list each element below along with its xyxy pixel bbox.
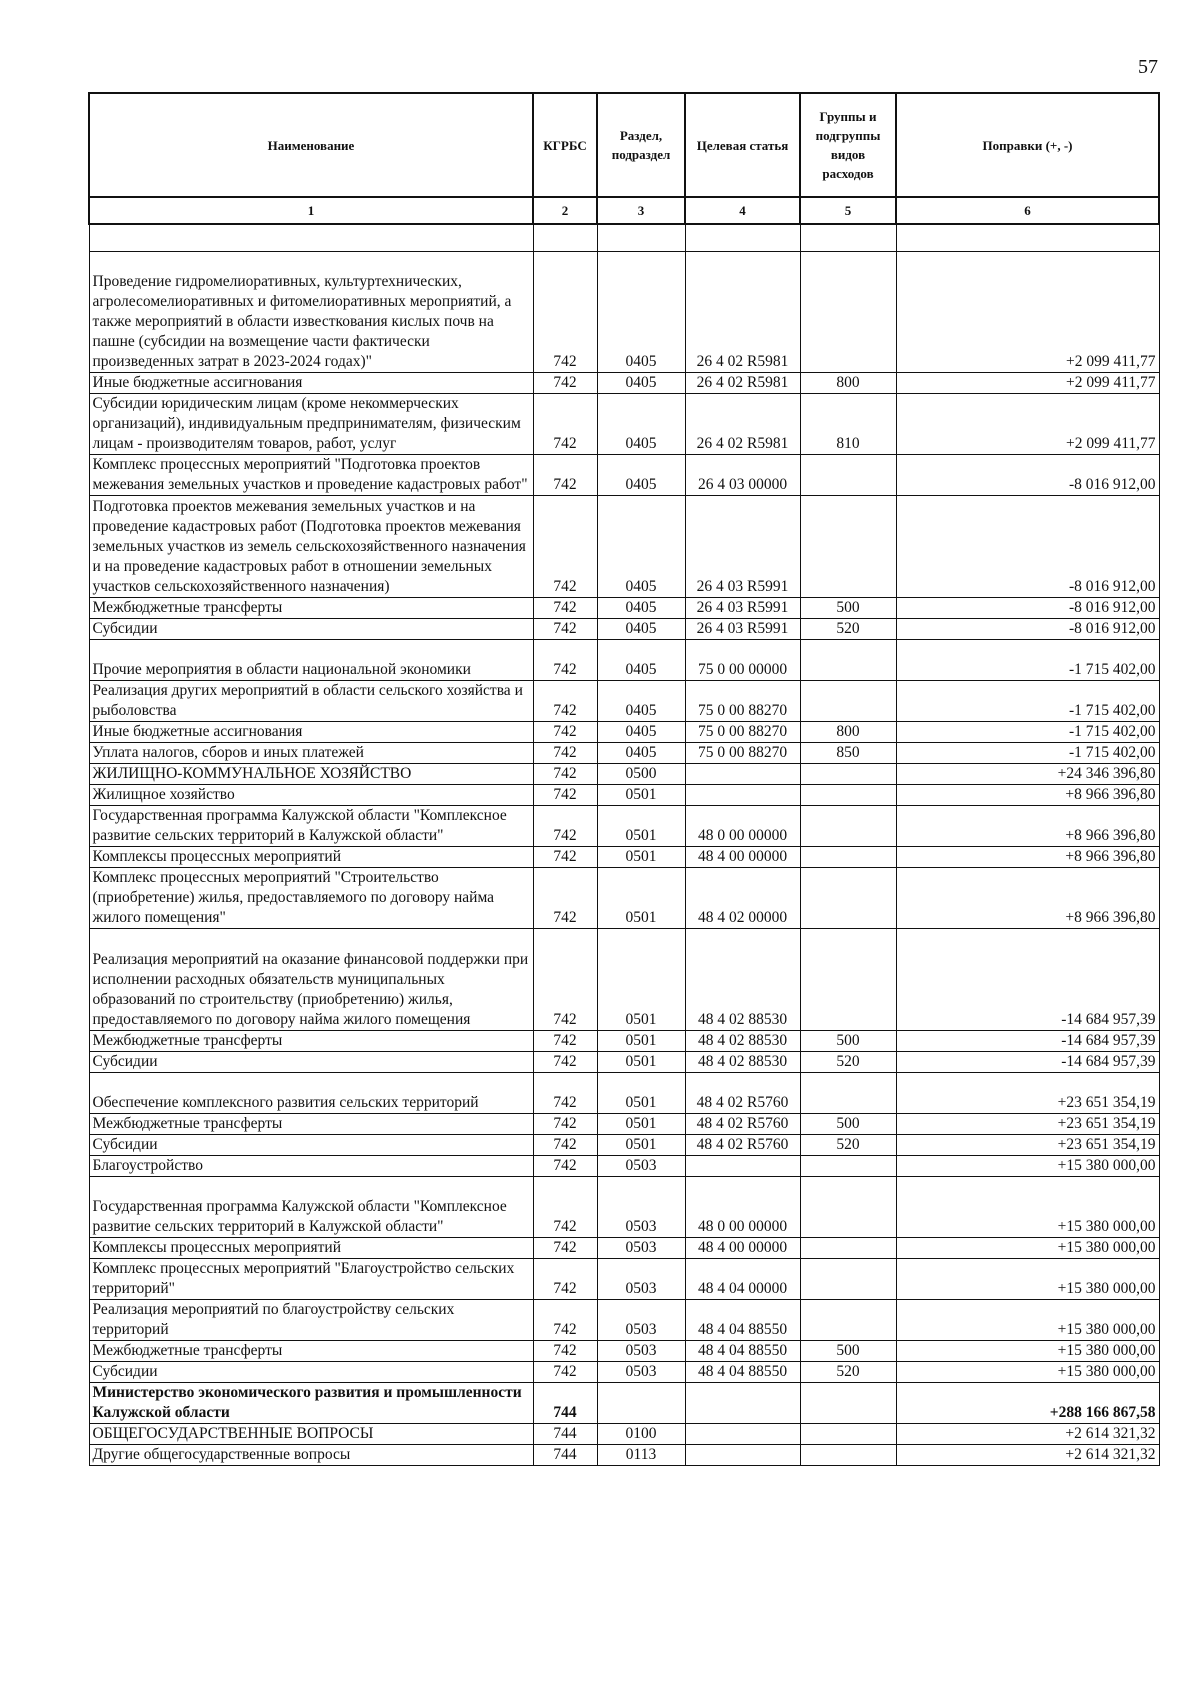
- row-amount: +15 380 000,00: [896, 1259, 1159, 1300]
- table-row: [89, 1073, 1159, 1114]
- row-amount: +23 651 354,19: [896, 1073, 1159, 1114]
- row-name: Реализация мероприятий на оказание финансовой поддержки при исполнении расходных обязательств муниципальных образований по строительству (приобретению) жилья, предоставляемого по договору найма жилого помещения: [89, 929, 533, 1031]
- row-kgrbs: 742: [533, 743, 597, 764]
- row-kgrbs: 744: [533, 1445, 597, 1466]
- row-section: 0501: [597, 1135, 685, 1156]
- table-row: [89, 764, 1159, 785]
- row-group: [800, 1445, 896, 1466]
- row-section: 0503: [597, 1300, 685, 1341]
- header-kgrbs: КГРБС: [533, 93, 597, 197]
- table-row: [89, 681, 1159, 722]
- row-amount: +15 380 000,00: [896, 1362, 1159, 1383]
- row-group: [800, 455, 896, 496]
- row-kgrbs: 744: [533, 1424, 597, 1445]
- row-section: 0405: [597, 743, 685, 764]
- row-name: Межбюджетные трансферты: [89, 1341, 533, 1362]
- table-row: [89, 455, 1159, 496]
- row-kgrbs: 742: [533, 764, 597, 785]
- row-name: Иные бюджетные ассигнования: [89, 722, 533, 743]
- row-group: 810: [800, 394, 896, 455]
- column-number-row: [89, 197, 1159, 224]
- row-name: Межбюджетные трансферты: [89, 1031, 533, 1052]
- table-row: [89, 1031, 1159, 1052]
- row-group: [800, 868, 896, 929]
- row-target: 48 4 00 00000: [685, 847, 800, 868]
- row-kgrbs: 742: [533, 1114, 597, 1135]
- row-section: 0405: [597, 681, 685, 722]
- row-amount: +23 651 354,19: [896, 1135, 1159, 1156]
- row-section: 0405: [597, 394, 685, 455]
- row-group: [800, 1300, 896, 1341]
- row-group: [800, 640, 896, 681]
- row-target: 75 0 00 88270: [685, 722, 800, 743]
- row-group: [800, 806, 896, 847]
- row-kgrbs: 742: [533, 1073, 597, 1114]
- column-number: 3: [597, 197, 685, 224]
- row-amount: +8 966 396,80: [896, 847, 1159, 868]
- table-row: [89, 1424, 1159, 1445]
- row-section: 0501: [597, 847, 685, 868]
- row-name: Субсидии: [89, 619, 533, 640]
- row-amount: +15 380 000,00: [896, 1238, 1159, 1259]
- table-row: [89, 1341, 1159, 1362]
- row-group: [800, 847, 896, 868]
- row-target: [685, 1383, 800, 1424]
- table-row: [89, 373, 1159, 394]
- row-target: 26 4 03 00000: [685, 455, 800, 496]
- row-target: 48 4 02 R5760: [685, 1135, 800, 1156]
- row-name: ОБЩЕГОСУДАРСТВЕННЫЕ ВОПРОСЫ: [89, 1424, 533, 1445]
- row-section: 0501: [597, 868, 685, 929]
- row-target: 75 0 00 88270: [685, 681, 800, 722]
- row-name: Комплексы процессных мероприятий: [89, 847, 533, 868]
- row-name: Субсидии: [89, 1052, 533, 1073]
- row-section: 0503: [597, 1156, 685, 1177]
- row-name: Подготовка проектов межевания земельных участков и на проведение кадастровых работ (Подготовка проектов межевания земельных участков из земель сельскохозяйственного назначения и на проведение кадастровых работ в отношении земельных участков сельскохозяйственного назначения): [89, 496, 533, 598]
- row-kgrbs: 744: [533, 1383, 597, 1424]
- row-target: [685, 785, 800, 806]
- column-number: 1: [89, 197, 533, 224]
- row-section: 0405: [597, 373, 685, 394]
- row-group: 520: [800, 619, 896, 640]
- row-section: 0501: [597, 785, 685, 806]
- row-name: Межбюджетные трансферты: [89, 1114, 533, 1135]
- row-amount: -1 715 402,00: [896, 743, 1159, 764]
- table-row: [89, 1177, 1159, 1238]
- row-amount: -14 684 957,39: [896, 1031, 1159, 1052]
- table-row: [89, 496, 1159, 598]
- row-section: 0500: [597, 764, 685, 785]
- table-header-row: [89, 93, 1159, 197]
- row-kgrbs: 742: [533, 1156, 597, 1177]
- row-kgrbs: 742: [533, 1177, 597, 1238]
- row-group: 800: [800, 722, 896, 743]
- row-group: [800, 1383, 896, 1424]
- header-amount: Поправки (+, -): [896, 93, 1159, 197]
- row-amount: +23 651 354,19: [896, 1114, 1159, 1135]
- row-name: Жилищное хозяйство: [89, 785, 533, 806]
- row-target: 48 4 02 00000: [685, 868, 800, 929]
- row-name: Благоустройство: [89, 1156, 533, 1177]
- table-row: [89, 1383, 1159, 1424]
- row-kgrbs: 742: [533, 1031, 597, 1052]
- row-group: [800, 1073, 896, 1114]
- row-group: 520: [800, 1135, 896, 1156]
- row-section: 0501: [597, 1052, 685, 1073]
- row-target: 48 4 02 88530: [685, 1052, 800, 1073]
- row-target: 26 4 02 R5981: [685, 373, 800, 394]
- table-row: [89, 722, 1159, 743]
- table-row: [89, 1238, 1159, 1259]
- page-number: 57: [1138, 56, 1158, 78]
- row-name: Обеспечение комплексного развития сельских территорий: [89, 1073, 533, 1114]
- row-amount: +15 380 000,00: [896, 1156, 1159, 1177]
- row-section: 0405: [597, 496, 685, 598]
- row-section: 0501: [597, 929, 685, 1031]
- row-group: [800, 1177, 896, 1238]
- row-section: 0405: [597, 640, 685, 681]
- row-name: Министерство экономического развития и промышленности Калужской области: [89, 1383, 533, 1424]
- header-target: Целевая статья: [685, 93, 800, 197]
- row-amount: +24 346 396,80: [896, 764, 1159, 785]
- row-amount: -1 715 402,00: [896, 640, 1159, 681]
- row-group: [800, 496, 896, 598]
- table-row: [89, 1114, 1159, 1135]
- row-target: 26 4 03 R5991: [685, 496, 800, 598]
- row-section: 0503: [597, 1341, 685, 1362]
- row-group: 800: [800, 373, 896, 394]
- row-amount: -8 016 912,00: [896, 619, 1159, 640]
- row-group: [800, 1259, 896, 1300]
- row-section: 0501: [597, 1073, 685, 1114]
- row-target: 26 4 03 R5991: [685, 598, 800, 619]
- table-row: [89, 252, 1159, 373]
- row-kgrbs: 742: [533, 373, 597, 394]
- budget-amendments-table: [88, 92, 1160, 1466]
- table-row: [89, 598, 1159, 619]
- table-row: [89, 929, 1159, 1031]
- row-name: Иные бюджетные ассигнования: [89, 373, 533, 394]
- row-kgrbs: 742: [533, 1238, 597, 1259]
- row-name: Комплекс процессных мероприятий "Благоустройство сельских территорий": [89, 1259, 533, 1300]
- row-amount: -8 016 912,00: [896, 455, 1159, 496]
- row-target: 75 0 00 88270: [685, 743, 800, 764]
- row-section: 0503: [597, 1362, 685, 1383]
- row-section: 0405: [597, 252, 685, 373]
- row-kgrbs: 742: [533, 1135, 597, 1156]
- column-number: 4: [685, 197, 800, 224]
- header-section: Раздел, подраздел: [597, 93, 685, 197]
- row-name: Другие общегосударственные вопросы: [89, 1445, 533, 1466]
- table-row: [89, 1135, 1159, 1156]
- table-row: [89, 1300, 1159, 1341]
- row-target: 48 4 02 R5760: [685, 1114, 800, 1135]
- row-kgrbs: 742: [533, 785, 597, 806]
- row-target: 48 4 02 88530: [685, 1031, 800, 1052]
- row-amount: +15 380 000,00: [896, 1177, 1159, 1238]
- row-section: 0100: [597, 1424, 685, 1445]
- row-amount: +15 380 000,00: [896, 1300, 1159, 1341]
- row-target: 48 0 00 00000: [685, 1177, 800, 1238]
- header-group: Группы и подгруппы видов расходов: [800, 93, 896, 197]
- row-kgrbs: 742: [533, 929, 597, 1031]
- row-name: Субсидии юридическим лицам (кроме некоммерческих организаций), индивидуальным предпринимателям, физическим лицам - производителям товаров, работ, услуг: [89, 394, 533, 455]
- table-row: [89, 1445, 1159, 1466]
- row-group: 500: [800, 598, 896, 619]
- row-name: Реализация других мероприятий в области сельского хозяйства и рыболовства: [89, 681, 533, 722]
- row-kgrbs: 742: [533, 1052, 597, 1073]
- row-target: 48 4 00 00000: [685, 1238, 800, 1259]
- row-group: [800, 785, 896, 806]
- row-kgrbs: 742: [533, 868, 597, 929]
- row-group: 850: [800, 743, 896, 764]
- row-target: [685, 764, 800, 785]
- header-name: Наименование: [89, 93, 533, 197]
- row-kgrbs: 742: [533, 598, 597, 619]
- row-target: 26 4 02 R5981: [685, 394, 800, 455]
- row-kgrbs: 742: [533, 1341, 597, 1362]
- row-name: Государственная программа Калужской области "Комплексное развитие сельских территорий в Калужской области": [89, 806, 533, 847]
- row-target: 48 0 00 00000: [685, 806, 800, 847]
- row-amount: +2 099 411,77: [896, 373, 1159, 394]
- row-target: 75 0 00 00000: [685, 640, 800, 681]
- row-name: Комплексы процессных мероприятий: [89, 1238, 533, 1259]
- row-kgrbs: 742: [533, 252, 597, 373]
- row-name: Проведение гидромелиоративных, культуртехнических, агролесомелиоративных и фитомелиоративных мероприятий, а также мероприятий в области известкования кислых почв на пашне (субсидии на возмещение части фактически произведенных затрат в 2023-2024 годах)": [89, 252, 533, 373]
- row-kgrbs: 742: [533, 1300, 597, 1341]
- table-row: [89, 806, 1159, 847]
- row-section: 0503: [597, 1259, 685, 1300]
- row-name: Субсидии: [89, 1362, 533, 1383]
- row-kgrbs: 742: [533, 681, 597, 722]
- table-row: [89, 619, 1159, 640]
- row-section: 0113: [597, 1445, 685, 1466]
- column-number: 2: [533, 197, 597, 224]
- row-amount: -14 684 957,39: [896, 1052, 1159, 1073]
- row-section: 0405: [597, 455, 685, 496]
- row-group: 500: [800, 1031, 896, 1052]
- row-group: [800, 252, 896, 373]
- row-amount: +8 966 396,80: [896, 806, 1159, 847]
- row-group: 500: [800, 1114, 896, 1135]
- row-target: [685, 1445, 800, 1466]
- row-section: 0405: [597, 598, 685, 619]
- row-group: 500: [800, 1341, 896, 1362]
- row-target: 26 4 02 R5981: [685, 252, 800, 373]
- row-name: Государственная программа Калужской области "Комплексное развитие сельских территорий в Калужской области": [89, 1177, 533, 1238]
- table-row: [89, 640, 1159, 681]
- row-kgrbs: 742: [533, 496, 597, 598]
- row-amount: +8 966 396,80: [896, 868, 1159, 929]
- spacer-row: [89, 224, 1159, 252]
- row-amount: +8 966 396,80: [896, 785, 1159, 806]
- row-group: [800, 929, 896, 1031]
- table-row: [89, 847, 1159, 868]
- row-name: Межбюджетные трансферты: [89, 598, 533, 619]
- table-row: [89, 785, 1159, 806]
- table-row: [89, 1156, 1159, 1177]
- row-amount: +2 099 411,77: [896, 394, 1159, 455]
- row-kgrbs: 742: [533, 394, 597, 455]
- row-target: 48 4 02 R5760: [685, 1073, 800, 1114]
- table-row: [89, 743, 1159, 764]
- table-row: [89, 1259, 1159, 1300]
- row-kgrbs: 742: [533, 806, 597, 847]
- row-amount: +2 614 321,32: [896, 1424, 1159, 1445]
- row-kgrbs: 742: [533, 847, 597, 868]
- row-section: 0503: [597, 1177, 685, 1238]
- row-target: [685, 1424, 800, 1445]
- row-name: Комплекс процессных мероприятий "Строительство (приобретение) жилья, предоставляемого по договору найма жилого помещения": [89, 868, 533, 929]
- row-target: 48 4 04 88550: [685, 1341, 800, 1362]
- row-kgrbs: 742: [533, 640, 597, 681]
- row-target: [685, 1156, 800, 1177]
- row-amount: -8 016 912,00: [896, 496, 1159, 598]
- row-section: 0405: [597, 619, 685, 640]
- row-group: [800, 764, 896, 785]
- row-section: [597, 1383, 685, 1424]
- row-group: 520: [800, 1362, 896, 1383]
- row-kgrbs: 742: [533, 455, 597, 496]
- column-number: 5: [800, 197, 896, 224]
- row-amount: -14 684 957,39: [896, 929, 1159, 1031]
- row-target: 48 4 04 88550: [685, 1362, 800, 1383]
- row-section: 0501: [597, 806, 685, 847]
- row-group: [800, 681, 896, 722]
- row-kgrbs: 742: [533, 1259, 597, 1300]
- row-group: [800, 1238, 896, 1259]
- row-amount: -1 715 402,00: [896, 681, 1159, 722]
- table-row: [89, 394, 1159, 455]
- row-section: 0501: [597, 1031, 685, 1052]
- row-name: Комплекс процессных мероприятий "Подготовка проектов межевания земельных участков и проведение кадастровых работ": [89, 455, 533, 496]
- table-row: [89, 1052, 1159, 1073]
- table-row: [89, 868, 1159, 929]
- row-amount: +15 380 000,00: [896, 1341, 1159, 1362]
- row-name: Прочие мероприятия в области национальной экономики: [89, 640, 533, 681]
- table-body: [89, 252, 1159, 1466]
- row-target: 48 4 04 00000: [685, 1259, 800, 1300]
- row-amount: +2 099 411,77: [896, 252, 1159, 373]
- row-kgrbs: 742: [533, 722, 597, 743]
- row-amount: +288 166 867,58: [896, 1383, 1159, 1424]
- row-name: Уплата налогов, сборов и иных платежей: [89, 743, 533, 764]
- row-section: 0405: [597, 722, 685, 743]
- row-section: 0503: [597, 1238, 685, 1259]
- row-kgrbs: 742: [533, 1362, 597, 1383]
- table-row: [89, 1362, 1159, 1383]
- row-amount: -8 016 912,00: [896, 598, 1159, 619]
- column-number: 6: [896, 197, 1159, 224]
- row-group: [800, 1156, 896, 1177]
- row-section: 0501: [597, 1114, 685, 1135]
- row-target: 48 4 02 88530: [685, 929, 800, 1031]
- row-kgrbs: 742: [533, 619, 597, 640]
- row-amount: +2 614 321,32: [896, 1445, 1159, 1466]
- row-group: [800, 1424, 896, 1445]
- row-name: Реализация мероприятий по благоустройству сельских территорий: [89, 1300, 533, 1341]
- row-amount: -1 715 402,00: [896, 722, 1159, 743]
- row-target: 48 4 04 88550: [685, 1300, 800, 1341]
- row-name: Субсидии: [89, 1135, 533, 1156]
- row-group: 520: [800, 1052, 896, 1073]
- row-target: 26 4 03 R5991: [685, 619, 800, 640]
- row-name: ЖИЛИЩНО-КОММУНАЛЬНОЕ ХОЗЯЙСТВО: [89, 764, 533, 785]
